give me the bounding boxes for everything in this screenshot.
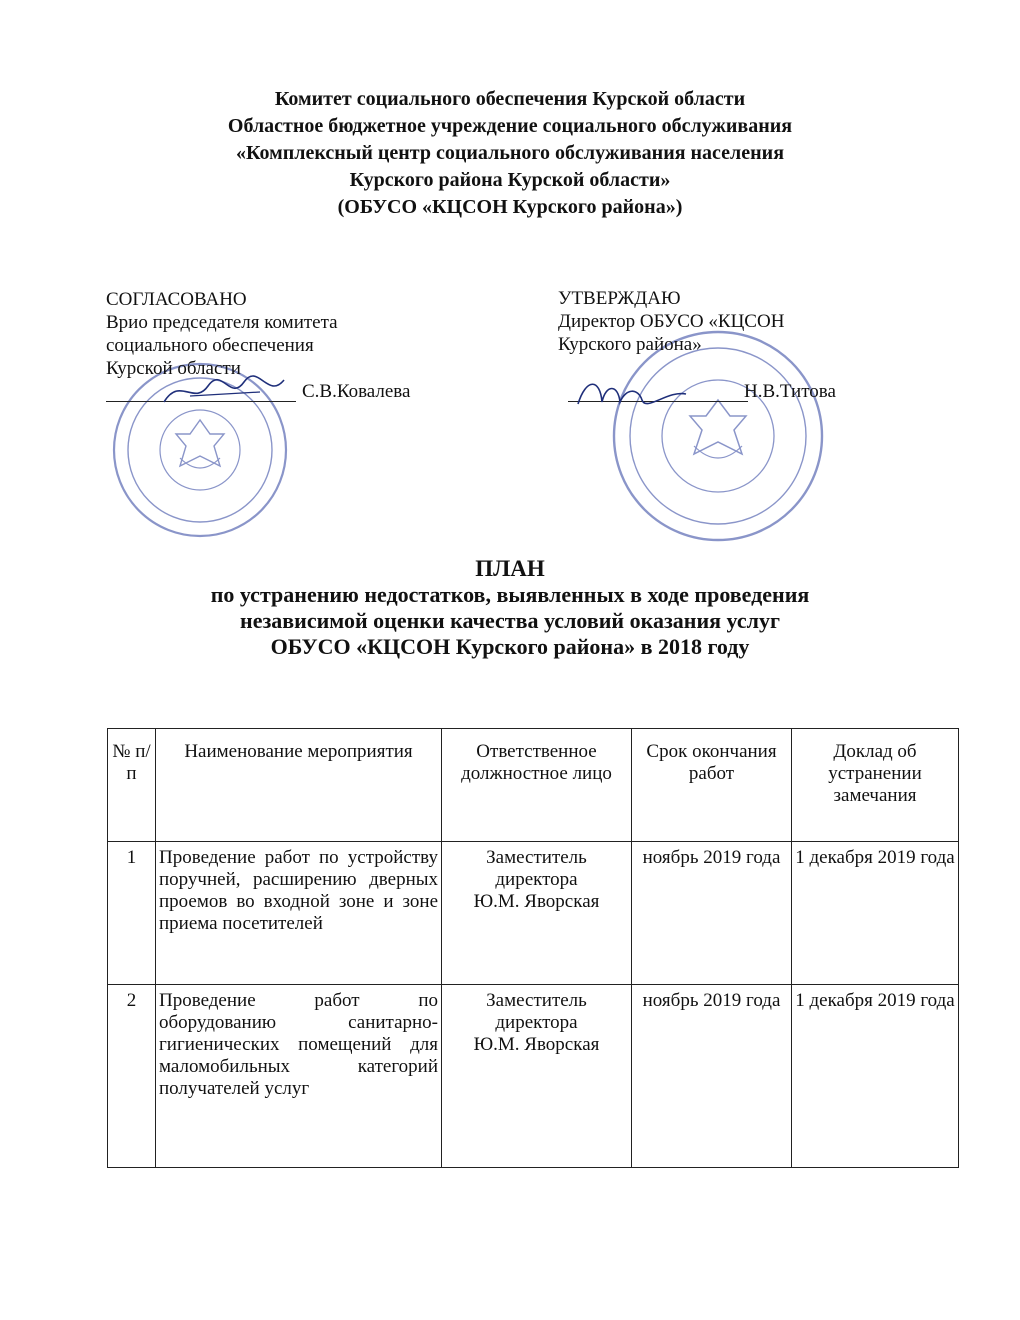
responsible-title: Заместитель директора (486, 847, 587, 890)
title-line-2: по устранению недостатков, выявленных в ходе проведения (210, 582, 810, 607)
responsible-cell (442, 842, 632, 985)
table-row (108, 985, 959, 1168)
header-line-2: Областное бюджетное учреждение социального обслуживания (227, 115, 793, 137)
title-line-1: ПЛАН (475, 556, 545, 581)
organization-header (0, 86, 1020, 221)
column-header-activity: Наименование мероприятия (156, 729, 442, 842)
title-line-4: ОБУСО «КЦСОН Курского района» в 2018 году (270, 634, 750, 659)
title-line-3: независимой оценки качества условий оказания услуг (240, 608, 780, 633)
activity-name: Проведение работ по оборудованию санитарно-гигиенических помещений для маломобильных категорий получателей услуг (156, 985, 442, 1168)
approved-position-line-1: Директор ОБУСО «КЦСОН (558, 311, 785, 332)
deadline: ноябрь 2019 года (632, 842, 792, 985)
plan-table (107, 728, 959, 1168)
right-handwritten-signature (572, 372, 692, 412)
report: 1 декабря 2019 года (792, 842, 959, 985)
header-line-5: (ОБУСО «КЦСОН Курского района») (337, 196, 683, 218)
agreed-position-line-1: Врио председателя комитета (106, 312, 338, 333)
agreed-label: СОГЛАСОВАНО (106, 289, 247, 310)
approved-position-line-2: Курского района» (558, 334, 702, 355)
approved-signatory-name: Н.В.Титова (744, 381, 836, 402)
report: 1 декабря 2019 года (792, 985, 959, 1168)
document-title (0, 556, 1020, 660)
header-line-1: Комитет социального обеспечения Курской области (274, 88, 746, 110)
row-number: 1 (108, 842, 156, 985)
approved-label: УТВЕРЖДАЮ (558, 288, 681, 309)
row-number: 2 (108, 985, 156, 1168)
table-header-row (108, 729, 959, 842)
header-line-4: Курского района Курской области» (349, 169, 671, 191)
column-header-number: № п/п (108, 729, 156, 842)
column-header-report: Доклад об устранении замечания (792, 729, 959, 842)
deadline: ноябрь 2019 года (632, 985, 792, 1168)
header-line-3: «Комплексный центр социального обслуживания населения (235, 142, 785, 164)
activity-name: Проведение работ по устройству поручней, расширению дверных проемов во входной зоне и зоне приема посетителей (156, 842, 442, 985)
column-header-deadline: Срок окончания работ (632, 729, 792, 842)
agreed-signatory-name: С.В.Ковалева (302, 381, 411, 402)
column-header-responsible: Ответственное должностное лицо (442, 729, 632, 842)
responsible-title: Заместитель директора (486, 990, 587, 1033)
responsible-name: Ю.М. Яворская (473, 891, 600, 912)
agreed-position-line-2: социального обеспечения (106, 335, 314, 356)
responsible-name: Ю.М. Яворская (473, 1034, 600, 1055)
responsible-cell (442, 985, 632, 1168)
agreed-position-line-3: Курской области (106, 358, 241, 379)
left-handwritten-signature (160, 372, 290, 412)
table-row (108, 842, 959, 985)
